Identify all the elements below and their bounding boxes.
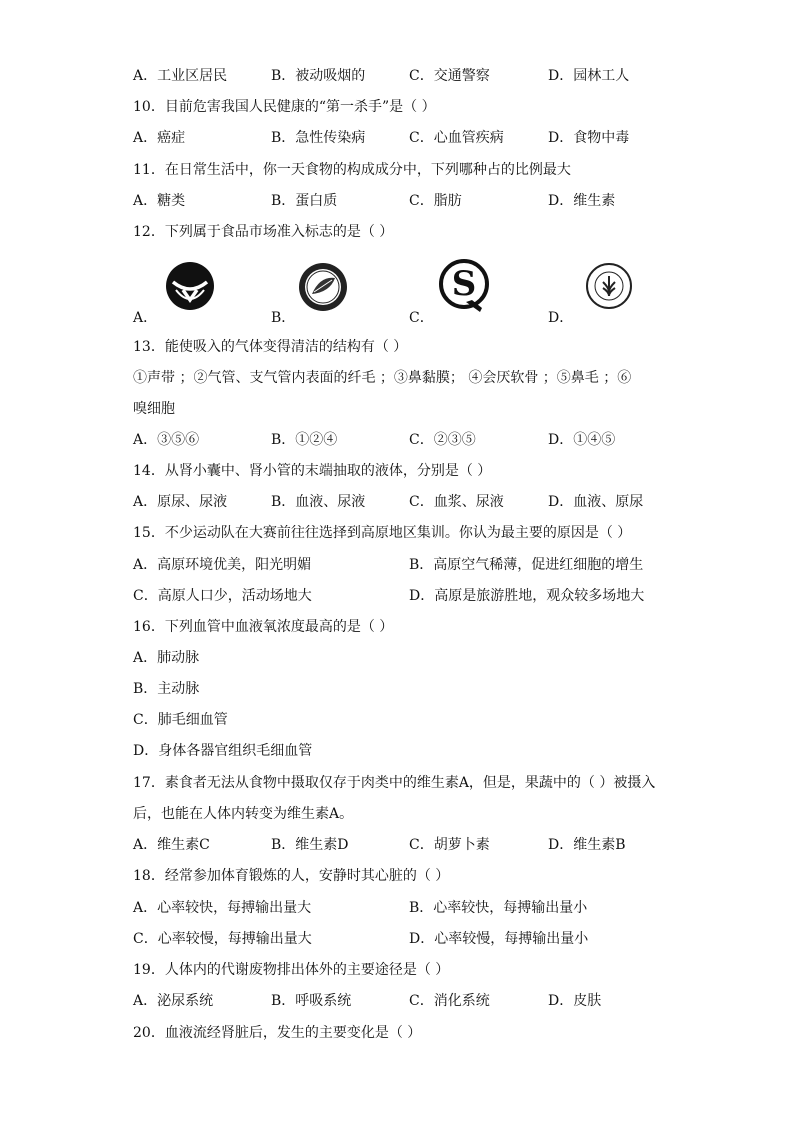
q9-option-b: B．被动吸烟的: [271, 68, 366, 84]
q19-option-c: C．消化系统: [409, 993, 490, 1009]
q16-option-b: B．主动脉: [133, 681, 200, 697]
q14-option-b: B．血液、尿液: [271, 494, 366, 510]
q17-stem-line2: 后，也能在人体内转变为维生素A。: [133, 806, 354, 822]
q11-option-c: C．脂肪: [409, 193, 462, 209]
q16-option-c: C．肺毛细血管: [133, 712, 228, 728]
q16-option-d: D．身体各器官组织毛细血管: [133, 743, 313, 759]
q18-option-a: A．心率较快，每搏输出量大: [133, 900, 312, 916]
q17-option-d: D．维生素B: [548, 837, 626, 853]
q12-option-c: C．: [409, 310, 434, 326]
q11-option-b: B．蛋白质: [271, 193, 338, 209]
q15-option-a: A．高原环境优美，阳光明媚: [133, 557, 312, 573]
q19-option-a: A．泌尿系统: [133, 993, 214, 1009]
q17-stem-line1: 17．素食者无法从食物中摄取仅存于肉类中的维生素A，但是，果蔬中的（ ）被摄入: [133, 775, 656, 791]
q11-option-a: A．糖类: [133, 193, 186, 209]
q13-option-c: C．②③⑤: [409, 432, 476, 448]
q19-option-d: D．皮肤: [548, 993, 602, 1009]
q15-option-d: D．高原是旅游胜地，观众较多场地大: [409, 588, 645, 604]
q14-option-d: D．血液、原尿: [548, 494, 644, 510]
q19-stem: 19．人体内的代谢废物排出体外的主要途径是（ ）: [133, 962, 450, 978]
q13-items-line1: ①声带 ；②气管、支气管内表面的纤毛 ；③鼻黏膜； ④会厌软骨 ；⑤鼻毛 ；⑥: [133, 370, 632, 386]
q18-stem: 18．经常参加体育锻炼的人，安静时其心脏的（ ）: [133, 868, 450, 884]
q18-option-b: B．心率较快，每搏输出量小: [409, 900, 588, 916]
q9-option-d: D．园林工人: [548, 68, 630, 84]
q16-stem: 16．下列血管中血液氧浓度最高的是（ ）: [133, 619, 394, 635]
q11-option-d: D．维生素: [548, 193, 616, 209]
q17-option-b: B．维生素D: [271, 837, 349, 853]
q12-option-a: A．: [133, 310, 158, 326]
q13-option-b: B．①②④: [271, 432, 338, 448]
svg-text:S: S: [451, 264, 477, 304]
q15-option-c: C．高原人口少，活动场地大: [133, 588, 312, 604]
q16-option-a: A．肺动脉: [133, 650, 200, 666]
logo-c-icon: [438, 258, 490, 314]
q10-option-d: D．食物中毒: [548, 130, 630, 146]
q9-option-a: A．工业区居民: [133, 68, 228, 84]
q9-option-c: C．交通警察: [409, 68, 490, 84]
q13-stem: 13．能使吸入的气体变得清洁的结构有（ ）: [133, 339, 408, 355]
q17-option-a: A．维生素C: [133, 837, 210, 853]
q13-items-line2: 嗅细胞: [133, 401, 175, 417]
q10-option-a: A．癌症: [133, 130, 186, 146]
logo-a-icon: [164, 260, 216, 312]
q17-option-c: C．胡萝卜素: [409, 837, 490, 853]
logo-b-icon: [298, 262, 348, 312]
q18-option-d: D．心率较慢，每搏输出量小: [409, 931, 589, 947]
q15-option-b: B．高原空气稀薄，促进红细胞的增生: [409, 557, 644, 573]
q19-option-b: B．呼吸系统: [271, 993, 352, 1009]
q14-option-c: C．血浆、尿液: [409, 494, 504, 510]
q12-option-d: D．: [548, 310, 574, 326]
q10-option-c: C．心血管疾病: [409, 130, 504, 146]
q12-stem: 12．下列属于食品市场准入标志的是（ ）: [133, 224, 394, 240]
q10-stem: 10．目前危害我国人民健康的“第一杀手”是（ ）: [133, 99, 436, 115]
q14-option-a: A．原尿、尿液: [133, 494, 228, 510]
q20-stem: 20．血液流经肾脏后，发生的主要变化是（ ）: [133, 1025, 422, 1041]
q14-stem: 14．从肾小囊中、肾小管的末端抽取的液体，分别是（ ）: [133, 463, 492, 479]
q12-option-b: B．: [271, 310, 296, 326]
q18-option-c: C．心率较慢，每搏输出量大: [133, 931, 312, 947]
q13-option-d: D．①④⑤: [548, 432, 616, 448]
q15-stem: 15．不少运动队在大赛前往往选择到高原地区集训。你认为最主要的原因是（ ）: [133, 525, 632, 541]
q10-option-b: B．急性传染病: [271, 130, 366, 146]
q13-option-a: A．③⑤⑥: [133, 432, 200, 448]
q11-stem: 11．在日常生活中，你一天食物的构成成分中，下列哪种占的比例最大: [133, 162, 571, 178]
logo-d-icon: [585, 262, 633, 310]
